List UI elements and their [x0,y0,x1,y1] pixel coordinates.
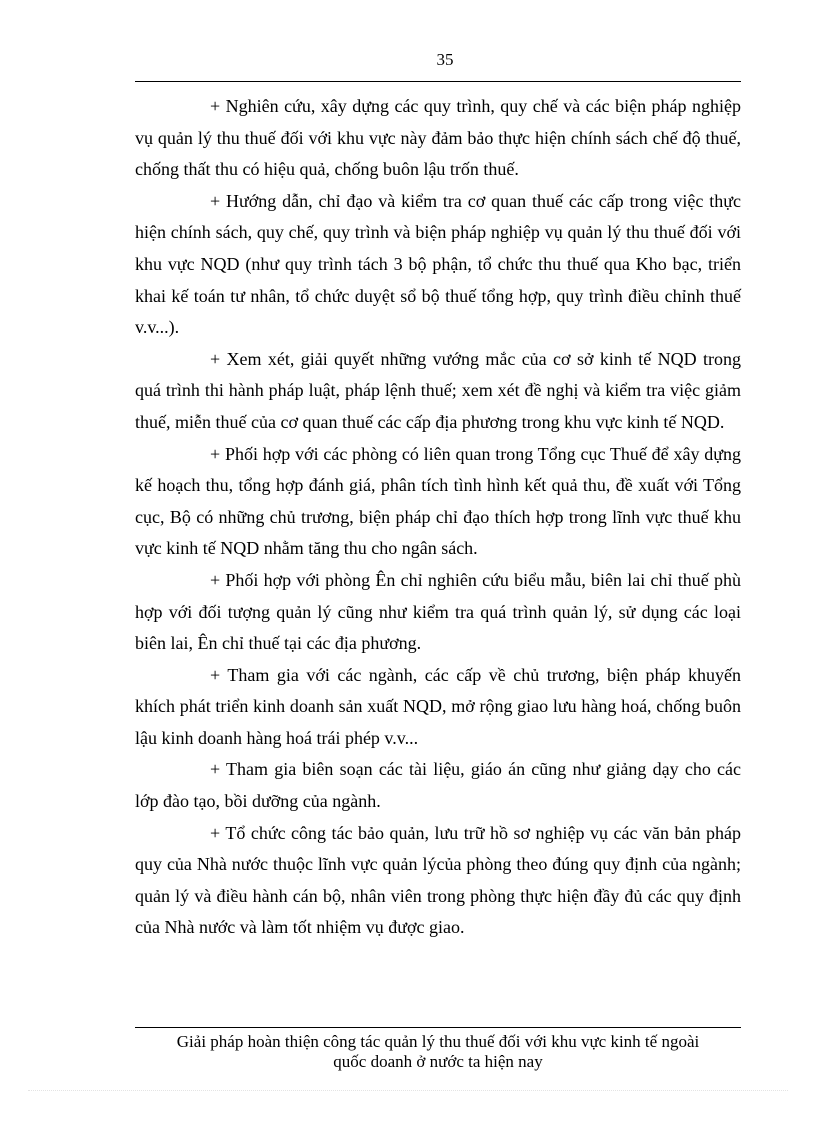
footer-line-1: Giải pháp hoàn thiện công tác quản lý thu thuế đối với khu vực kinh tế ngoài [176,1032,700,1051]
paragraph: + Hướng dẫn, chỉ đạo và kiểm tra cơ quan thuế các cấp trong việc thực hiện chính sách, quy chế, quy trình và biện pháp nghiệp vụ quản lý thu thuế đối với khu vực NQD (như quy trình tách 3 bộ phận, tổ chức thu thuế qua Kho bạc, triển khai kế toán tư nhân, tổ chức duyệt sổ bộ thuế tổng hợp, quy trình điều chỉnh thuế v.v...). [135,190,741,338]
paragraph: + Nghiên cứu, xây dựng các quy trình, quy chế và các biện pháp nghiệp vụ quản lý thu thuế đối với khu vực này đảm bảo thực hiện chính sách chế độ thuế, chống thất thu có hiệu quả, chống buôn lậu trốn thuế. [135,96,741,180]
footer [135,1032,741,1072]
paragraph: + Phối hợp với phòng Ên chỉ nghiên cứu biểu mẫu, biên lai chỉ thuế phù hợp với đối tượng quản lý cũng như kiểm tra quá trình quản lý, sử dụng các loại biên lai, Ên chỉ thuế tại các địa phương. [135,569,741,654]
paragraph: + Xem xét, giải quyết những vướng mắc của cơ sở kinh tế NQD trong quá trình thi hành pháp luật, pháp lệnh thuế; xem xét đề nghị và kiểm tra việc giảm thuế, miễn thuế của cơ quan thuế các cấp địa phương trong khu vực kinh tế NQD. [135,348,741,432]
page-edge-dots [28,1090,788,1091]
paragraph: + Phối hợp với các phòng có liên quan trong Tổng cục Thuế để xây dựng kế hoạch thu, tổng hợp đánh giá, phân tích tình hình kết quả thu, đề xuất với Tổng cục, Bộ có những chủ trương, biện pháp chỉ đạo thích hợp trong lĩnh vực thuế khu vực kinh tế NQD nhằm tăng thu cho ngân sách. [135,443,741,559]
paragraph: + Tổ chức công tác bảo quản, lưu trữ hồ sơ nghiệp vụ các văn bản pháp quy của Nhà nước thuộc lĩnh vực quản lýcủa phòng theo đúng quy định của ngành; quản lý và điều hành cán bộ, nhân viên trong phòng thực hiện đầy đủ các quy định của Nhà nước và làm tốt nhiệm vụ được giao. [135,822,741,938]
body-text [135,91,741,944]
page-number: 35 [436,50,454,69]
footer-line-2: quốc doanh ở nước ta hiện nay [333,1052,543,1071]
paragraph: + Tham gia với các ngành, các cấp về chủ trương, biện pháp khuyến khích phát triển kinh doanh sản xuất NQD, mở rộng giao lưu hàng hoá, chống buôn lậu kinh doanh hàng hoá trái phép v.v... [135,664,741,748]
paragraph: + Tham gia biên soạn các tài liệu, giáo án cũng như giảng dạy cho các lớp đào tạo, bồi dưỡng của ngành. [135,759,741,812]
footer-rule [135,1027,741,1028]
header-rule [135,81,741,82]
